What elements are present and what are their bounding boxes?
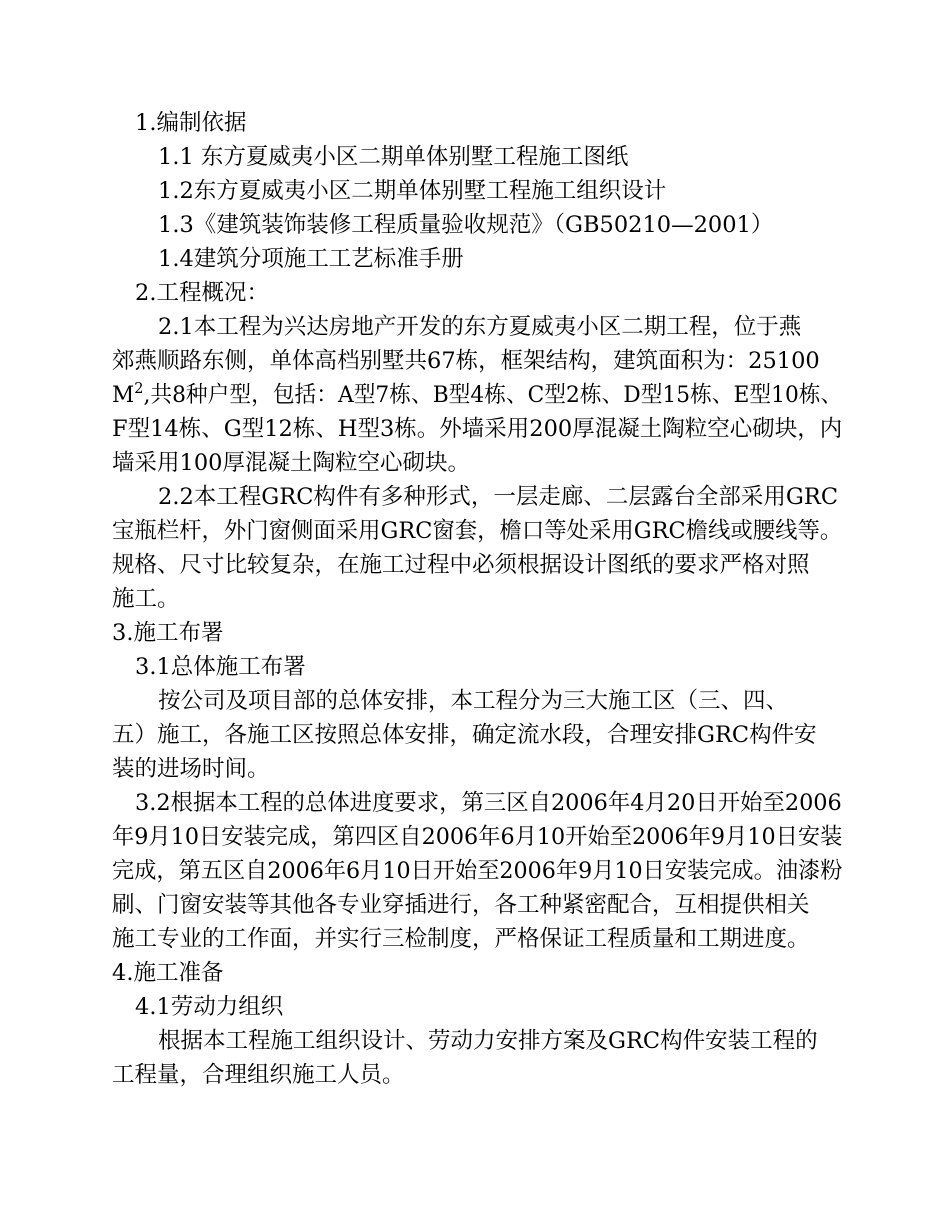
paragraph-2-1-line: 2.1本工程为兴达房地产开发的东方夏威夷小区二期工程，位于燕 — [158, 314, 802, 340]
paragraph-3-2-line: 完成，第五区自2006年6月10日开始至2006年9月10日安装完成。油漆粉 — [112, 858, 843, 884]
item-1-3: 1.3《建筑装饰装修工程质量验收规范》（GB50210—2001） — [158, 212, 774, 238]
paragraph-2-2-line: 宝瓶栏杆，外门窗侧面采用GRC窗套，檐口等处采用GRC檐线或腰线等。 — [112, 518, 843, 544]
paragraph-2-1-line — [112, 378, 842, 412]
heading-1: 1.编制依据 — [135, 110, 247, 136]
paragraph-4-1-line: 根据本工程施工组织设计、劳动力安排方案及GRC构件安装工程的 — [158, 1028, 818, 1054]
paragraph-2-2-line: 施工。 — [112, 586, 180, 612]
item-1-4: 1.4建筑分项施工工艺标准手册 — [158, 246, 464, 272]
paragraph-2-1-text: ,共8种户型，包括：A型7栋、B型4栋、C型2栋、D型15栋、E型10栋、 — [143, 382, 843, 408]
heading-4: 4.施工准备 — [112, 960, 224, 986]
paragraph-2-2-line: 2.2本工程GRC构件有多种形式，一层走廊、二层露台全部采用GRC — [158, 484, 839, 510]
item-3-1: 3.1总体施工布署 — [135, 654, 306, 680]
paragraph-3-1-line: 装的进场时间。 — [112, 756, 270, 782]
paragraph-2-2-line: 规格、尺寸比较复杂，在施工过程中必须根据设计图纸的要求严格对照 — [112, 552, 810, 578]
area-unit-superscript: 2 — [134, 379, 144, 397]
paragraph-3-2-line: 年9月10日安装完成，第四区自2006年6月10开始至2006年9月10日安装 — [112, 824, 843, 850]
paragraph-3-1-line: 按公司及项目部的总体安排，本工程分为三大施工区（三、四、 — [158, 688, 789, 714]
paragraph-3-1-line: 五）施工，各施工区按照总体安排，确定流水段，合理安排GRC构件安 — [112, 722, 817, 748]
area-unit: M — [112, 382, 135, 408]
heading-2: 2.工程概况： — [135, 280, 269, 306]
paragraph-4-1-line: 工程量，合理组织施工人员。 — [112, 1062, 405, 1088]
heading-3: 3.施工布署 — [112, 620, 224, 646]
paragraph-2-1-line: 郊燕顺路东侧，单体高档别墅共67栋，框架结构，建筑面积为：25100 — [112, 348, 820, 374]
paragraph-2-1-line: 墙采用100厚混凝土陶粒空心砌块。 — [112, 450, 470, 476]
paragraph-2-1-line: F型14栋、G型12栋、H型3栋。外墙采用200厚混凝土陶粒空心砌块，内 — [112, 416, 843, 442]
item-1-1: 1.1 东方夏威夷小区二期单体别墅工程施工图纸 — [158, 144, 629, 170]
paragraph-3-2-line: 施工专业的工作面，并实行三检制度，严格保证工程质量和工期进度。 — [112, 926, 810, 952]
paragraph-3-2-line: 刷、门窗安装等其他各专业穿插进行，各工种紧密配合，互相提供相关 — [112, 892, 810, 918]
item-1-2: 1.2东方夏威夷小区二期单体别墅工程施工组织设计 — [158, 178, 667, 204]
item-4-1: 4.1劳动力组织 — [135, 994, 284, 1020]
paragraph-3-2-line: 3.2根据本工程的总体进度要求，第三区自2006年4月20日开始至2006 — [135, 790, 842, 816]
